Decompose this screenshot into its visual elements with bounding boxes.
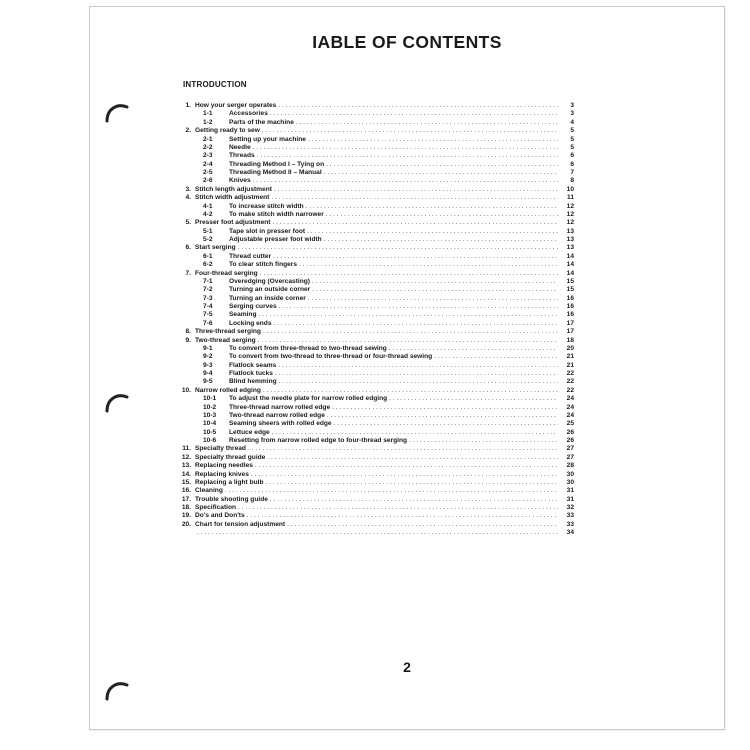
toc-entry-title: Cleaning xyxy=(195,487,223,495)
toc-entry xyxy=(178,412,574,420)
toc-entry xyxy=(178,278,574,286)
toc-entry xyxy=(178,152,574,160)
toc-entry xyxy=(178,203,574,211)
dot-leader xyxy=(274,320,559,328)
toc-entry-number: 20. xyxy=(181,520,191,528)
toc-entry-page: 22 xyxy=(566,378,574,386)
toc-entry-title: Threads xyxy=(229,152,255,160)
binder-hole-middle xyxy=(101,389,131,419)
toc-entry-number: 4-2 xyxy=(203,210,213,218)
toc-entry-title: How your serger operates xyxy=(195,102,277,109)
toc-entry-number: 10-6 xyxy=(203,437,217,444)
toc-entry-number: 10-1 xyxy=(203,395,217,403)
toc-entry-title: Setting up your machine xyxy=(229,135,306,143)
toc-entry-title: Replacing knives xyxy=(195,470,249,478)
page-number: 2 xyxy=(403,659,411,675)
toc-entry-title: Replacing a light bulb xyxy=(195,478,264,486)
dot-leader xyxy=(326,211,558,219)
toc-entry-number: 11. xyxy=(182,445,191,453)
document-page xyxy=(89,6,725,730)
dot-leader xyxy=(247,512,558,520)
dot-leader xyxy=(287,521,558,529)
dot-leader xyxy=(263,328,558,336)
dot-leader xyxy=(275,370,558,378)
dot-leader xyxy=(258,337,558,345)
dot-leader xyxy=(253,144,558,152)
toc-entry-page: 25 xyxy=(566,420,574,428)
toc-entry xyxy=(178,462,574,470)
dot-leader xyxy=(324,169,558,177)
toc-entry-title: To make stitch width narrower xyxy=(229,210,324,218)
toc-entry-title: Overedging (Overcasting) xyxy=(229,277,310,285)
toc-entry-title: Specialty thread guide xyxy=(195,453,266,461)
dot-leader xyxy=(308,295,558,303)
toc-entry-page: 33 xyxy=(566,520,574,528)
toc-entry xyxy=(178,303,574,311)
toc-entry-title: Blind hemming xyxy=(229,378,277,386)
toc-entry-number: 6-1 xyxy=(203,252,213,260)
toc-entry-page: 17 xyxy=(566,328,574,336)
toc-entry xyxy=(178,119,574,127)
toc-entry-number: 9. xyxy=(185,336,191,344)
dot-leader xyxy=(263,387,558,395)
toc-entry-title: To clear stitch fingers xyxy=(229,261,298,269)
toc-entry-page: 13 xyxy=(566,244,574,252)
dot-leader xyxy=(270,110,558,118)
toc-entry xyxy=(178,311,574,319)
dot-leader xyxy=(248,445,558,453)
dot-leader xyxy=(327,412,558,420)
toc-entry xyxy=(178,353,574,361)
dot-leader xyxy=(324,236,558,244)
dot-leader xyxy=(272,429,558,437)
toc-entry-page: 15 xyxy=(566,286,574,294)
toc-entry-page: 18 xyxy=(566,336,574,344)
toc-entry-number: 2-2 xyxy=(203,143,213,151)
toc-entry xyxy=(178,169,574,177)
toc-entry-title: Two-thread narrow rolled edge xyxy=(229,411,325,419)
toc-entry-number: 9-3 xyxy=(203,361,213,369)
toc-entry-page: 5 xyxy=(570,143,574,151)
toc-entry-page: 14 xyxy=(566,261,574,269)
dot-leader xyxy=(279,303,558,311)
toc-entry-page: 8 xyxy=(570,177,574,185)
toc-entry-number: 2-6 xyxy=(203,177,213,185)
toc-entry-number: 12. xyxy=(181,453,191,461)
toc-entry-title: Turning an outside corner xyxy=(229,286,311,294)
toc-entry xyxy=(178,404,574,412)
binder-hole-top xyxy=(101,99,131,129)
dot-leader xyxy=(312,278,558,286)
toc-entry-number: 1-2 xyxy=(203,118,213,126)
toc-entry-title: Lettuce edge xyxy=(229,428,270,436)
toc-entry xyxy=(178,496,574,504)
binder-hole-icon xyxy=(101,677,131,707)
toc-entry-page: 5 xyxy=(570,127,574,135)
toc-entry-page: 26 xyxy=(566,437,574,444)
toc-entry xyxy=(178,454,574,462)
toc-entry-number: 7-1 xyxy=(203,277,213,285)
toc-entry xyxy=(178,186,574,194)
toc-entry-number: 18. xyxy=(181,504,191,511)
toc-entry-page: 16 xyxy=(566,303,574,310)
binder-hole-icon xyxy=(101,389,131,419)
toc-entry xyxy=(178,219,574,227)
dot-leader xyxy=(255,462,558,470)
toc-entry-title: Parts of the machine xyxy=(229,118,294,126)
toc-entry-number: 1. xyxy=(185,102,191,109)
toc-entry-page: 24 xyxy=(566,403,574,411)
toc-entry xyxy=(178,529,574,537)
toc-entry-number: 2-4 xyxy=(203,160,213,168)
toc-entry-title: To increase stitch width xyxy=(229,202,304,210)
toc-entry xyxy=(178,161,574,169)
toc-entry-title: Locking ends xyxy=(229,319,272,327)
toc-entry-page: 12 xyxy=(566,219,574,227)
toc-entry-number: 7-5 xyxy=(203,311,213,319)
toc-entry-number: 8. xyxy=(185,328,191,336)
toc-entry-number: 3. xyxy=(185,185,191,193)
dot-leader xyxy=(308,136,558,144)
toc-entry-title: Start serging xyxy=(195,244,236,252)
toc-entry-title: Narrow rolled edging xyxy=(195,386,261,394)
dot-leader xyxy=(278,362,558,370)
table-of-contents xyxy=(178,102,574,538)
toc-entry xyxy=(178,228,574,236)
dot-leader xyxy=(238,504,558,512)
toc-entry-title: Chart for tension adjustment xyxy=(195,520,286,528)
toc-entry-page: 30 xyxy=(566,470,574,478)
toc-entry-number: 10. xyxy=(181,386,191,394)
toc-entry-number: 2. xyxy=(185,127,191,135)
toc-entry-page: 16 xyxy=(566,294,574,302)
toc-entry-number: 10-3 xyxy=(203,411,217,419)
dot-leader xyxy=(262,127,558,135)
toc-entry-title: Flatlock seams xyxy=(229,361,277,369)
toc-entry-title: To convert from two-thread to three-thread or four-thread sewing xyxy=(229,353,433,361)
toc-entry-title: To adjust the needle plate for narrow rolled edging xyxy=(229,395,388,403)
toc-entry-page: 24 xyxy=(566,395,574,403)
toc-entry xyxy=(178,320,574,328)
dot-leader xyxy=(272,219,558,227)
toc-entry-number: 6. xyxy=(185,244,191,252)
toc-entry xyxy=(178,395,574,403)
toc-entry xyxy=(178,487,574,495)
toc-entry-number: 9-1 xyxy=(203,344,213,352)
toc-entry-number: 5-2 xyxy=(203,236,213,243)
dot-leader xyxy=(307,228,558,236)
toc-entry-title: Resetting from narrow rolled edge to four-thread serging xyxy=(229,437,408,444)
toc-entry-title: Three-thread serging xyxy=(195,328,261,336)
toc-entry-number: 1-1 xyxy=(203,110,213,118)
toc-entry xyxy=(178,437,574,445)
toc-entry-title: Trouble shooting guide xyxy=(195,495,268,503)
toc-entry-page: 24 xyxy=(566,411,574,419)
toc-entry-number: 19. xyxy=(181,512,191,520)
dot-leader xyxy=(238,244,558,252)
toc-entry-title: Threading Method I – Tying on xyxy=(229,160,325,168)
toc-entry xyxy=(178,521,574,529)
toc-entry xyxy=(178,479,574,487)
page-title: IABLE OF CONTENTS xyxy=(312,32,502,52)
toc-entry xyxy=(178,512,574,520)
toc-entry xyxy=(178,420,574,428)
toc-entry-number: 16. xyxy=(181,487,191,495)
toc-entry-page: 17 xyxy=(566,319,574,327)
toc-entry-page: 30 xyxy=(566,478,574,486)
dot-leader xyxy=(258,311,558,319)
toc-entry-page: 34 xyxy=(566,529,574,537)
toc-entry xyxy=(178,286,574,294)
toc-entry-title: Stitch length adjustment xyxy=(195,185,272,193)
toc-entry xyxy=(178,144,574,152)
toc-entry-title: Getting ready to sew xyxy=(195,127,260,135)
toc-entry-title: Seaming xyxy=(229,311,257,319)
dot-leader xyxy=(257,152,558,160)
toc-entry xyxy=(178,177,574,185)
dot-leader xyxy=(306,203,558,211)
dot-leader xyxy=(279,378,558,386)
toc-entry xyxy=(178,429,574,437)
dot-leader xyxy=(225,487,558,495)
toc-entry-number: 13. xyxy=(181,462,191,470)
toc-entry-number: 14. xyxy=(181,470,191,478)
dot-leader xyxy=(270,496,558,504)
toc-entry-number: 7. xyxy=(185,269,191,277)
toc-entry xyxy=(178,127,574,135)
toc-entry-page: 15 xyxy=(566,277,574,285)
toc-entry-page: 12 xyxy=(566,202,574,210)
toc-entry-page: 6 xyxy=(570,152,574,160)
toc-entry-number: 9-4 xyxy=(203,370,213,377)
binder-hole-icon xyxy=(101,99,131,129)
toc-entry xyxy=(178,194,574,202)
toc-entry-page: 3 xyxy=(570,110,574,118)
toc-entry-title: Serging curves xyxy=(229,303,277,310)
toc-entry-title: Stitch width adjustment xyxy=(195,194,270,202)
toc-entry-number: 4-1 xyxy=(203,202,213,210)
toc-entry xyxy=(178,370,574,378)
dot-leader xyxy=(312,286,558,294)
toc-entry-number: 17. xyxy=(181,495,191,503)
toc-entry-title: Tape slot in presser foot xyxy=(229,227,306,235)
toc-entry xyxy=(178,102,574,110)
toc-entry-page: 26 xyxy=(566,428,574,436)
toc-entry-number: 2-5 xyxy=(203,169,213,176)
toc-entry-number: 10-4 xyxy=(203,420,217,428)
toc-entry xyxy=(178,261,574,269)
toc-entry-title: Adjustable presser foot width xyxy=(229,236,322,243)
dot-leader xyxy=(253,177,558,185)
toc-entry-page: 4 xyxy=(570,118,574,126)
toc-entry-title: Do's and Don'ts xyxy=(195,512,245,520)
toc-entry-title: Turning an inside corner xyxy=(229,294,306,302)
toc-entry-number: 10-5 xyxy=(203,428,217,436)
toc-entry-page: 7 xyxy=(570,169,574,176)
toc-entry-page: 14 xyxy=(566,269,574,277)
toc-entry xyxy=(178,328,574,336)
dot-leader xyxy=(260,270,558,278)
dot-leader xyxy=(299,261,558,269)
toc-entry-page: 32 xyxy=(566,504,574,511)
toc-entry-page: 21 xyxy=(566,361,574,369)
toc-entry-title: Threading Method II – Manual xyxy=(229,169,322,176)
dot-leader xyxy=(267,454,558,462)
toc-entry-page: 31 xyxy=(566,495,574,503)
toc-entry xyxy=(178,236,574,244)
toc-entry-page: 13 xyxy=(566,227,574,235)
toc-entry xyxy=(178,253,574,261)
toc-entry-page: 20 xyxy=(566,344,574,352)
toc-entry-page: 31 xyxy=(566,487,574,495)
toc-entry xyxy=(178,378,574,386)
toc-entry xyxy=(178,110,574,118)
dot-leader xyxy=(326,161,558,169)
toc-entry xyxy=(178,387,574,395)
toc-entry-title: Specialty thread xyxy=(195,445,246,453)
toc-entry-title: Two-thread serging xyxy=(195,336,256,344)
toc-entry-page: 21 xyxy=(566,353,574,361)
toc-entry-title: Flatlock tucks xyxy=(229,370,273,377)
toc-entry-page: 14 xyxy=(566,252,574,260)
toc-entry-number: 2-1 xyxy=(203,135,213,143)
dot-leader xyxy=(409,437,558,445)
toc-entry-title: Thread cutter xyxy=(229,252,272,260)
toc-entry-title: Accessories xyxy=(229,110,268,118)
toc-entry-page: 3 xyxy=(570,102,574,109)
toc-entry-title: Replacing needles xyxy=(195,462,253,470)
dot-leader xyxy=(266,479,558,487)
toc-entry-title: Three-thread narrow rolled edge xyxy=(229,403,331,411)
toc-entry-number: 7-3 xyxy=(203,294,213,302)
dot-leader xyxy=(271,194,558,202)
toc-entry xyxy=(178,345,574,353)
toc-entry xyxy=(178,211,574,219)
toc-entry xyxy=(178,270,574,278)
toc-entry-title: Specification xyxy=(195,504,237,511)
toc-entry-page: 10 xyxy=(566,185,574,193)
toc-entry xyxy=(178,471,574,479)
dot-leader xyxy=(251,471,558,479)
dot-leader xyxy=(296,119,558,127)
toc-entry-number: 7-4 xyxy=(203,303,213,310)
toc-entry-page: 11 xyxy=(567,194,574,202)
toc-entry-page: 5 xyxy=(570,135,574,143)
toc-entry-page: 22 xyxy=(566,386,574,394)
toc-entry-number: 4. xyxy=(185,194,191,202)
toc-entry-number: 5. xyxy=(185,219,191,227)
toc-entry-title: Presser foot adjustment xyxy=(195,219,271,227)
toc-entry-page: 16 xyxy=(566,311,574,319)
toc-entry-number: 7-2 xyxy=(203,286,213,294)
toc-entry-page: 6 xyxy=(570,160,574,168)
dot-leader xyxy=(434,353,558,361)
dot-leader xyxy=(389,395,558,403)
toc-entry xyxy=(178,244,574,252)
toc-entry-title: Needle xyxy=(229,143,251,151)
dot-leader xyxy=(332,404,558,412)
toc-entry xyxy=(178,504,574,512)
toc-entry-number: 10-2 xyxy=(203,403,217,411)
toc-entry xyxy=(178,362,574,370)
toc-entry-title: To convert from three-thread to two-thread sewing xyxy=(229,344,387,352)
toc-entry xyxy=(178,445,574,453)
toc-entry-number: 15. xyxy=(181,478,191,486)
section-heading: INTRODUCTION xyxy=(183,80,247,89)
toc-entry-number: 2-3 xyxy=(203,152,213,160)
toc-entry-page: 28 xyxy=(566,462,574,470)
dot-leader xyxy=(278,102,558,110)
toc-entry-page: 22 xyxy=(566,370,574,377)
toc-entry-number: 5-1 xyxy=(203,227,213,235)
toc-entry-title: Knives xyxy=(229,177,251,185)
toc-entry-page: 27 xyxy=(566,445,574,453)
dot-leader xyxy=(197,529,558,537)
toc-entry xyxy=(178,295,574,303)
toc-entry-page: 12 xyxy=(566,210,574,218)
dot-leader xyxy=(273,253,558,261)
dot-leader xyxy=(274,186,558,194)
dot-leader xyxy=(389,345,558,353)
toc-entry-title: Seaming sheers with rolled edge xyxy=(229,420,332,428)
toc-entry-number: 7-6 xyxy=(203,319,213,327)
binder-hole-bottom xyxy=(101,677,131,707)
toc-entry xyxy=(178,136,574,144)
dot-leader xyxy=(334,420,558,428)
toc-entry xyxy=(178,337,574,345)
toc-entry-page: 33 xyxy=(566,512,574,520)
toc-entry-number: 6-2 xyxy=(203,261,213,269)
toc-entry-title: Four-thread serging xyxy=(195,269,258,277)
toc-entry-page: 27 xyxy=(566,453,574,461)
toc-entry-page: 13 xyxy=(566,236,574,243)
toc-entry-number: 9-5 xyxy=(203,378,213,386)
toc-entry-number: 9-2 xyxy=(203,353,213,361)
